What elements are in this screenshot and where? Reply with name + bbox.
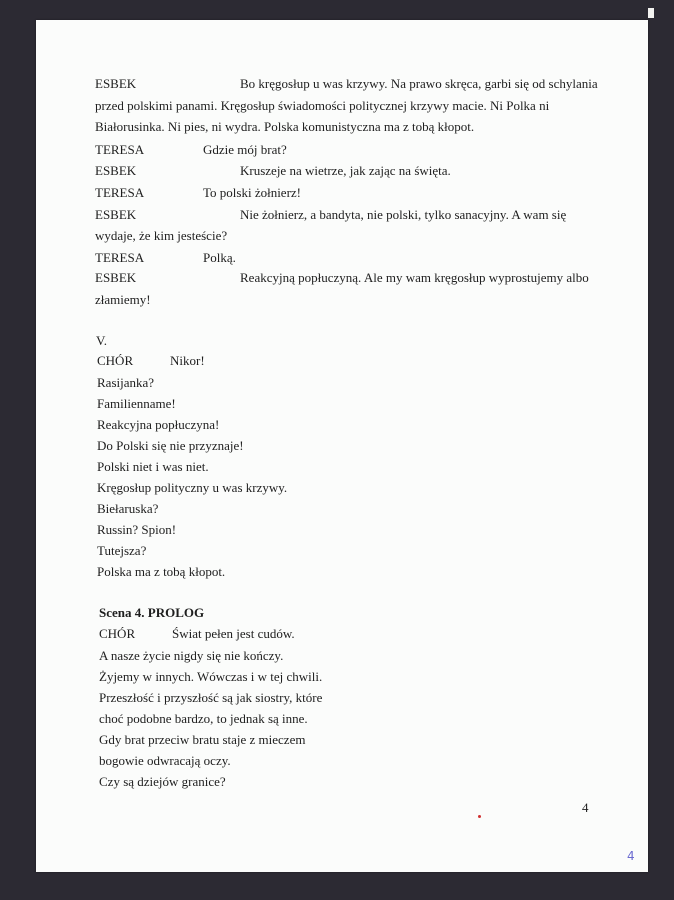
dialogue-line: przed polskimi panami. Kręgosłup świadomości politycznej krzywy macie. Ni Polka ni xyxy=(95,98,550,113)
section-heading: V. xyxy=(96,333,107,348)
speaker-esbek: ESBEK xyxy=(95,76,137,91)
speaker-teresa: TERESA xyxy=(95,142,145,157)
chorus-line: Russin? Spion! xyxy=(97,522,177,537)
chorus-line: Polska ma z tobą kłopot. xyxy=(97,564,226,579)
dialogue-line: Białorusinka. Ni pies, ni wydra. Polska komunistyczna ma z tobą kłopot. xyxy=(95,119,475,134)
chorus-line: Przeszłość i przyszłość są jak siostry, które xyxy=(99,690,323,705)
speaker-teresa: TERESA xyxy=(95,185,145,200)
speaker-chor: CHÓR xyxy=(99,626,136,641)
dialogue-line: To polski żołnierz! xyxy=(203,185,302,200)
dialogue-line: Gdzie mój brat? xyxy=(203,142,287,157)
chorus-line: Żyjemy w innych. Wówczas i w tej chwili. xyxy=(99,669,323,684)
chorus-line: Czy są dziejów granice? xyxy=(99,774,226,789)
chorus-line: Tutejsza? xyxy=(97,543,147,558)
speaker-esbek: ESBEK xyxy=(95,270,137,285)
chorus-line: Biełaruska? xyxy=(97,501,159,516)
speaker-esbek: ESBEK xyxy=(95,163,137,178)
dialogue-line: Reakcyjną popłuczyną. Ale my wam kręgosłup wyprostujemy albo xyxy=(240,270,589,285)
chorus-line: bogowie odwracają oczy. xyxy=(99,753,231,768)
chorus-line: Rasijanka? xyxy=(97,375,155,390)
ink-dot xyxy=(478,815,481,818)
speaker-teresa: TERESA xyxy=(95,250,145,265)
chorus-line: Nikor! xyxy=(170,353,205,368)
chorus-line: Do Polski się nie przyznaje! xyxy=(97,438,244,453)
speaker-esbek: ESBEK xyxy=(95,207,137,222)
handwritten-page-number: 4 xyxy=(627,849,635,863)
page-number: 4 xyxy=(582,800,589,815)
dialogue-line: Bo kręgosłup u was krzywy. Na prawo skręca, garbi się od schylania xyxy=(240,76,598,91)
dialogue-line: Kruszeje na wietrze, jak zając na święta. xyxy=(240,163,451,178)
chorus-line: Świat pełen jest cudów. xyxy=(172,626,295,641)
dialogue-line: Nie żołnierz, a bandyta, nie polski, tylko sanacyjny. A wam się xyxy=(240,207,567,222)
speaker-chor: CHÓR xyxy=(97,353,134,368)
paper-corner xyxy=(648,8,654,18)
chorus-line: Familienname! xyxy=(97,396,176,411)
chorus-line: A nasze życie nigdy się nie kończy. xyxy=(99,648,284,663)
scene-heading: Scena 4. PROLOG xyxy=(99,605,205,620)
dialogue-line: wydaje, że kim jesteście? xyxy=(95,228,228,243)
chorus-line: choć podobne bardzo, to jednak są inne. xyxy=(99,711,308,726)
dialogue-line: złamiemy! xyxy=(95,292,151,307)
chorus-line: Polski niet i was niet. xyxy=(97,459,209,474)
chorus-line: Reakcyjna popłuczyna! xyxy=(97,417,220,432)
chorus-line: Kręgosłup polityczny u was krzywy. xyxy=(97,480,288,495)
dialogue-line: Polką. xyxy=(203,250,236,265)
chorus-line: Gdy brat przeciw bratu staje z mieczem xyxy=(99,732,306,747)
